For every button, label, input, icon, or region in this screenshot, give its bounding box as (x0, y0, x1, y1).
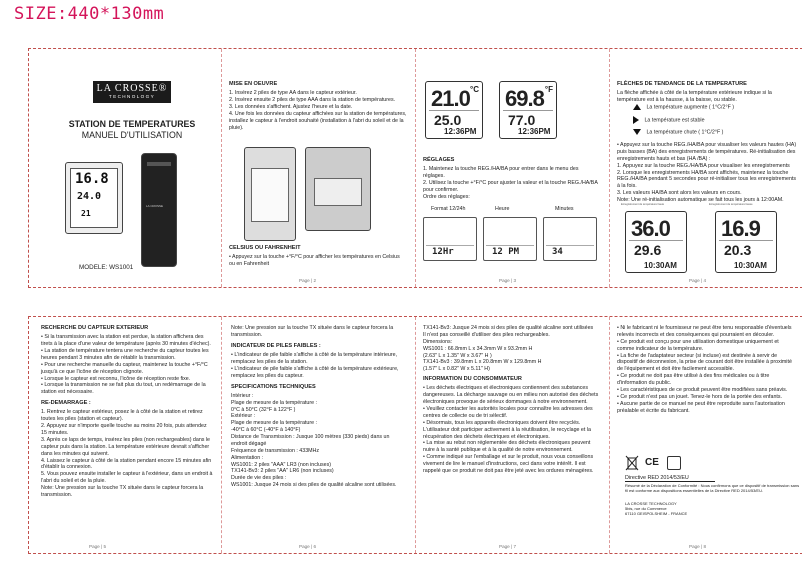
page-number: Page | 7 (499, 544, 517, 549)
station-temp: 16.8 (75, 171, 109, 187)
page-7 (423, 325, 601, 553)
manual-subtitle: MANUEL D'UTILISATION (81, 130, 183, 140)
lcd-time: 10:30AM (734, 261, 767, 270)
lcd-mid: 20.3 (724, 242, 752, 258)
sensor-search-header: RECHERCHE DU CAPTEUR EXTERIEUR (41, 325, 149, 331)
sheet-front (28, 48, 802, 288)
lcd-fahrenheit (499, 81, 557, 139)
specs-header: SPECIFICATIONS TECHNIQUES (231, 383, 316, 390)
format-value: 34 (552, 247, 563, 257)
restart-text: 1. Rentrez le capteur extérieur, posez le à côté de la station et retirez toutes les piles (station et capteur). 2. Appuyez sur n'importe quelle touche au moins 20 fois, puis attendez 15 minutes. 3. Après ce laps de temps, insérez les piles (non rechargeables) dans le capteur puis dans la station. La température extérieure devrait s'afficher dans les minutes qui suivent. 4. Laissez le capteur à côté de la station pendant encore 15 minutes afin d'établir la connexion. 5. Vous pouvez ensuite installer le capteur à l'extérieur, dans un endroit à l'abri du soleil et de la pluie. Note: Une pression sur la touche TX située dans le capteur forcera la transmission. (41, 409, 213, 498)
lcd-time: 12:36PM (444, 127, 477, 136)
indoor-use-icon (667, 456, 681, 470)
restart-header: RE-DEMARRAGE : (41, 400, 91, 407)
format-display (423, 217, 477, 261)
station-hum: 21 (81, 209, 91, 218)
lcd-temp: 16.9 (721, 216, 760, 241)
lcd-unit: °F (544, 85, 553, 94)
trend-stable-text: La température est stable (644, 117, 705, 124)
lcd-divider (503, 110, 553, 111)
fold-line (221, 317, 222, 553)
logo-line1: LA CROSSE® (96, 83, 168, 94)
sheet-back (28, 316, 802, 554)
sensor-battery-compartment (314, 178, 362, 206)
station-back-illustration (244, 147, 296, 241)
sensor-search-text: • Si la transmission avec la station est perdue, la station affichera des tirets à la place d'une valeur de température (après 30 minutes d'échec). • La station de température tentera une recherche du capteur toutes les heures pendant 3 minutes afin de rétablir la transmission. • Pour une recherche manuelle du capteur, maintenez la touche +°F/°C jusqu'à ce que l'icône de réception clignote. • Lorsque le capteur est reconnu, l'icône de réception reste fixe. • Lorsque la transmission ne se fait plus du tout, un redémarrage de la station est nécessaire. (41, 334, 211, 396)
format-display (483, 217, 537, 261)
setup-header: MISE EN OEUVRE (229, 81, 278, 87)
tx-note: Note: Une pression sur la touche TX située dans le capteur forcera la transmission. (231, 325, 394, 338)
format-label: Minutes (555, 206, 574, 212)
lcd-divider (629, 240, 683, 241)
trend-header: FLÈCHES DE TENDANCE DE LA TEMPERATURE (617, 81, 747, 87)
station-lcd (70, 168, 118, 228)
celsius-section (229, 245, 407, 287)
sensor-grille (147, 162, 171, 166)
trend-up-text: La température augmente ( 1°C/2°F ) (646, 104, 735, 111)
fold-line (609, 317, 610, 553)
lcd-celsius (425, 81, 483, 139)
lcd-record-high (625, 211, 687, 273)
fold-line (609, 49, 610, 287)
page-6 (231, 325, 407, 553)
lcd-temp: 69.8 (505, 86, 544, 111)
sensor-illustration (141, 153, 177, 267)
station-temp-small: 24.0 (77, 191, 102, 202)
battery-header: INDICATEUR DE PILES FAIBLES : (231, 342, 321, 349)
format-display (543, 217, 597, 261)
lcd-record-low (715, 211, 777, 273)
brand-logo (93, 81, 171, 103)
company-address: LA CROSSE TECHNOLOGY 5bis, rue du Commerce 67110 GEISPOLSHEIM - FRANCE (625, 501, 688, 517)
lcd-divider (719, 240, 773, 241)
disclaimer-text: • Ni le fabricant ni le fournisseur ne peut être tenu responsable d'éventuels relevés incorrects et des conséquences qui pourraient en découler. • Ce produit est conçu pour une utilisation domestique uniquement et comme indicateur de la température. • La fiche de l'adaptateur secteur (si incluse) est destinée à servir de dispositif de déconnexion, la prise de courant doit être installée à proximité de l'équipement et doit être facilement accessible. • Ce produit ne doit pas être utilisé à des fins médicales ou à titre d'information du public. • Les caractéristiques de ce produit peuvent être modifiées sans préavis. • Ce produit n'est pas un jouet. Tenez-le hors de la portée des enfants. • Aucune partie de ce manuel ne peut être reproduite sans l'autorisation préalable et écrite du fabricant. (617, 325, 792, 414)
lcd-mid: 29.6 (634, 242, 662, 258)
consumer-info-text: • Les déchets électriques et électroniques contiennent des substances dangereuses. La décharge sauvage ou en milieu non autorisé des déchets électroniques provoque de sérieux dommages à notre environnement. • Veuillez contacter les autorités locales pour connaître les adresses des centres de collecte ou de tri sélectif. • Désormais, tous les appareils électroniques doivent être recyclés. L'utilisateur doit participer activement à la réutilisation, le recyclage et la récupération des déchets électriques et électroniques. • La mise au rebut non réglementée des déchets électroniques peuvent nuire à la santé publique et à la qualité de notre environnement. • Comme indiqué sur l'emballage et sur le produit, nous vous conseillons vivement de lire le manuel d'instructions, ceci dans votre intérêt. Il est rappelé que ce produit ne doit pas être jeté avec les ordures ménagères. (423, 385, 599, 474)
trend-intro: La flèche affichée à côté de la température extérieure indique si la température est à la hausse, à la baisse, ou stable. (617, 90, 772, 104)
size-label: SIZE:440*130mm (14, 4, 165, 24)
sensor-brand: LA CROSSE (146, 204, 164, 208)
specs-text: Intérieur : Plage de mesure de la température : 0°C à 50°C (32°F à 122°F ) Extérieur : Plage de mesure de la température : -40°C à 60°C (-40°F à 140°F) Distance de Transmission : Jusque 100 mètres (330 pieds) dans un endroit dégagé Fréquence de transmission : 433MHz Alimentation : WS1001: 2 piles "AAA" LR3 (non incluses) TX141-Bv3: 2 piles "AA" LR6 (non incluses) Durée de vie des piles : WS1001: Jusque 24 mois si des piles de qualité alcaline sont utilisées. (231, 392, 397, 489)
station-illustration (65, 162, 123, 234)
lcd-time: 12:36PM (518, 127, 551, 136)
fold-line (221, 49, 222, 287)
lcd-divider (429, 110, 479, 111)
arrow-up-icon (633, 104, 641, 110)
format-label: Format 12/24h (431, 206, 466, 212)
page-number: Page | 5 (89, 544, 107, 549)
manual-title: STATION DE TEMPERATURES (68, 119, 196, 129)
format-value: 12 PM (492, 247, 520, 257)
lcd-mid: 77.0 (508, 112, 536, 128)
dimensions-text: TX141-Bv3: Jusque 24 mois si des piles de qualité alcaline sont utilisées Il n'est pas conseillé d'utiliser des piles rechargeables. Dimensions: WS1001 : 66.8mm L x 34.3mm W x 93.2mm H (2.63" L x 1.35" W x 3.67" H ) TX141-Bv3 : 39.8mm L x 20.8mm W x 129.8mm H (1.57" L x 0.82" W x 5.11" H) (423, 325, 594, 373)
trend-up-row (633, 104, 734, 110)
directive-label: Directive RED 2014/53/EU (625, 475, 715, 482)
lcd-temp: 21.0 (431, 86, 470, 111)
page-number: Page | 3 (499, 278, 517, 283)
maxmin-text: • Appuyez sur la touche REG./HA/BA pour visualiser les valeurs hautes (HA) puis basses (BA) des enregistrements de températures. Ré-initialisation des enregistrements hauts et bas (HA /BA) : 1. Appuyez sur la touche REG./HA/BA pour visualiser les enregistrements 2. Lorsque les enregistrements HA/BA sont affichés, maintenez la touche REG./HA/BA pendant 5 secondes pour ré-initialiser tous les enregistrements à la fois. 3. Les valeurs HA/BA sont alors les valeurs en cours. Note: Une ré-initialisation automatique se fait tous les jours à 12:00AM. (617, 142, 797, 203)
page-number: Page | 4 (689, 278, 707, 283)
ce-mark-icon: CE (645, 457, 659, 468)
trend-down-row (633, 129, 723, 135)
trend-down-text: La température chute ( 1°C/2°F ) (646, 129, 724, 136)
record-high-label: Enregistrement de température haute (621, 203, 665, 206)
arrow-down-icon (633, 129, 641, 135)
page-number: Page | 2 (299, 278, 317, 283)
setup-text: 1. Insérez 2 piles de type AA dans le capteur extérieur. 2. Insérez ensuite 2 piles de type AAA dans la station de températures. 3. Les données s'affichent. Ajustez l'heure et la date. 4. Une fois les données du capteur affichées sur la station de températures, installez le capteur à l'endroit souhaité (installation à l'abri du soleil et de la pluie). (229, 90, 407, 131)
lcd-unit: °C (470, 85, 479, 94)
lcd-mid: 25.0 (434, 112, 462, 128)
weee-bin-icon (625, 455, 639, 471)
conformity-text: Résumé de la Déclaration de Conformité : Nous confirmons que ce dispositif de transmission sans fil est conforme aux dispositions essentielles de la Directive RED 2014/53/EU. (625, 483, 800, 494)
trend-stable-row (633, 116, 705, 124)
page-number: Page | 6 (299, 544, 317, 549)
consumer-info-header: INFORMATION DU CONSOMMATEUR (423, 376, 522, 383)
fold-line (415, 317, 416, 553)
page-number: Page | 8 (689, 544, 707, 549)
settings-header: RÉGLAGES (423, 157, 455, 163)
fold-line (415, 49, 416, 287)
battery-compartment (251, 168, 289, 222)
battery-text: • L'indicateur de pile faible s'affiche à côté de la température intérieure, remplacez les piles de la station. • L'indicateur de pile faible s'affiche à côté de la température extérieure, remplacez les piles du capteur. (231, 352, 399, 379)
model-label: MODELE: WS1001 (79, 264, 134, 271)
record-low-label: Enregistrement de température basse (709, 203, 753, 206)
format-label: Heure (495, 206, 510, 212)
format-value: 12Hr (432, 247, 454, 257)
sensor-back-illustration (305, 147, 371, 231)
logo-line2: TECHNOLOGY (108, 94, 156, 99)
cf-text: • Appuyez sur la touche +°F/°C pour afficher les températures en Celsius ou en Fahrenheit (229, 254, 400, 268)
arrow-right-icon (633, 116, 639, 124)
page-5 (41, 325, 213, 553)
cf-header: CELSIUS OU FAHRENHEIT (229, 245, 301, 251)
lcd-temp: 36.0 (631, 216, 670, 241)
page-8 (617, 325, 795, 553)
lcd-time: 10:30AM (644, 261, 677, 270)
settings-text: 1. Maintenez la touche REG./HA/BA pour entrer dans le menu des réglages. 2. Utilisez la touche +°F/°C pour ajuster la valeur et la touche REG./HA/BA pour confirmer. Ordre des réglages: (423, 166, 598, 200)
